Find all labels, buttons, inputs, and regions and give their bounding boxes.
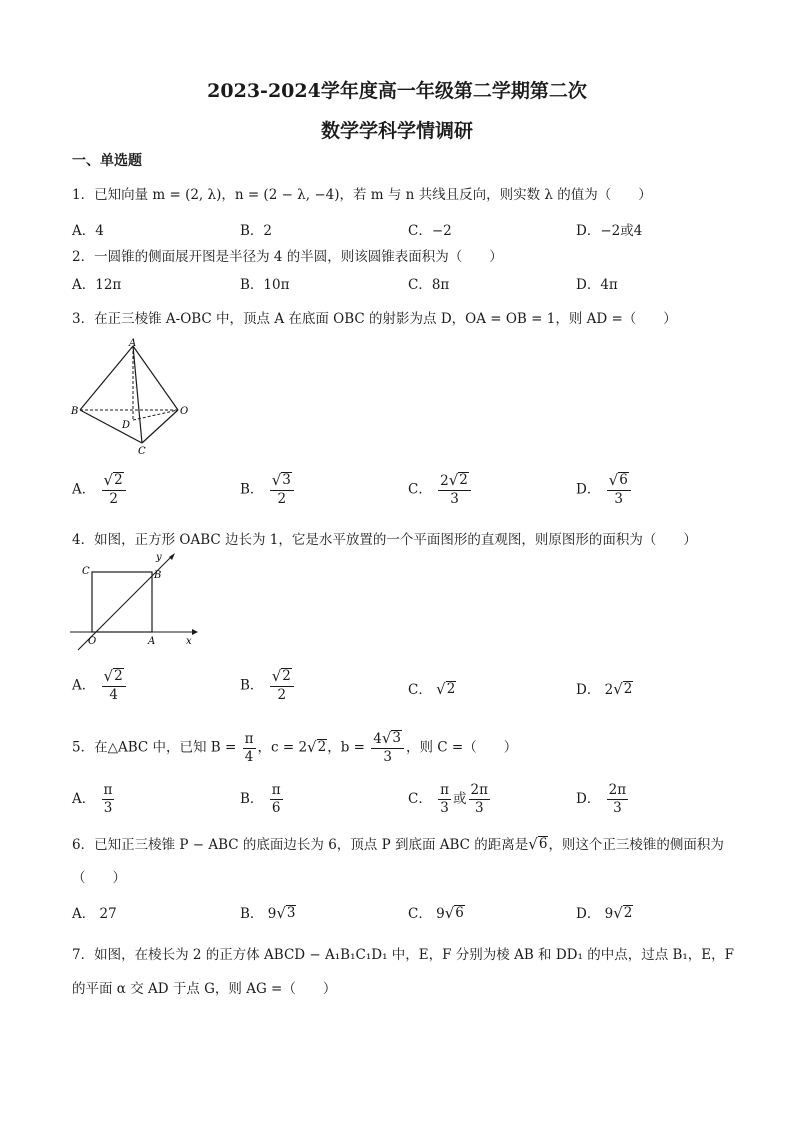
- q3-option-d-denominator: 3: [614, 491, 623, 507]
- q5-c-radicand: 2: [317, 738, 327, 755]
- q5-b-denominator: 4: [244, 748, 254, 765]
- q3-option-b-fraction: √ 3 2: [270, 472, 294, 508]
- q5-option-c-denominator-1: 3: [440, 800, 449, 816]
- q2-option-d: D．4π: [576, 277, 618, 293]
- q6-option-d-letter: D．: [576, 906, 601, 922]
- q5-b-denominator-value: 3: [383, 749, 392, 765]
- q4-option-a: [72, 668, 128, 704]
- question-6-line-2: （ ）: [72, 870, 126, 886]
- q5-option-a-fraction: [102, 782, 115, 817]
- question-7-line-1: 7．如图，在棱长为 2 的正方体 ABCD − A₁B₁C₁D₁ 中，E，F 分别为棱 AB 和 DD₁ 的中点，过点 B₁，E，F: [72, 947, 735, 963]
- q5-option-a-letter: A．: [72, 791, 96, 807]
- q6-option-d: D． 9 √ 2: [576, 904, 633, 922]
- q4-label-y: y: [156, 552, 162, 563]
- q4-option-b-radicand: 2: [282, 668, 291, 684]
- q3-option-c-denominator: 3: [450, 491, 459, 507]
- question-1-text: 1．已知向量 m = (2, λ)，n = (2 − λ, −4)，若 m 与 n 共线且反向，则实数 λ 的值为（ ）: [72, 187, 652, 203]
- q3-option-b-letter: B．: [240, 481, 264, 498]
- q5-b-numerator: π: [244, 730, 254, 747]
- q4-label-b: B: [154, 570, 162, 581]
- q5-option-d-numerator: 2π: [608, 782, 627, 798]
- q4-option-b-letter: B．: [240, 677, 264, 694]
- q4-option-b: [240, 668, 296, 704]
- q3-option-a-radicand: 2: [114, 472, 123, 488]
- q5-option-d-fraction: [607, 782, 628, 817]
- q5-option-c-or: 或: [453, 791, 467, 807]
- q3-option-a-denominator: 2: [109, 491, 118, 507]
- q3-option-c: [408, 472, 473, 508]
- q3-pyramid-figure: [66, 338, 196, 458]
- question-6-line-1: 6．已知正三棱锥 P − ABC 的底面边长为 6，顶点 P 到底面 ABC 的距离是 √ 6 ，则这个正三棱锥的侧面积为: [72, 835, 724, 853]
- q4-label-o: O: [88, 636, 97, 647]
- q4-option-d-coef: 2: [604, 682, 614, 698]
- q4-label-x: x: [186, 636, 192, 647]
- q6-line1-radicand: 6: [538, 836, 548, 852]
- q3-option-d-fraction: √ 6 3: [607, 472, 631, 508]
- title-line-2: 数学学科学情调研: [320, 120, 473, 142]
- q3-label-o: O: [180, 406, 189, 417]
- q5-option-c-numerator-1: π: [440, 782, 450, 798]
- q2-option-a: A．12π: [72, 277, 122, 293]
- question-7-line-2: 的平面 α 交 AD 于点 G，则 AG =（ ）: [72, 981, 337, 997]
- title-line-1: 2023-2024学年度高一年级第二学期第二次: [207, 80, 587, 102]
- q2-option-b: B．10π: [240, 277, 290, 293]
- q3-option-b: [240, 472, 296, 508]
- q5-b-num-radicand: 3: [392, 730, 401, 746]
- q5-option-c: [408, 782, 492, 817]
- q5-option-b: [240, 782, 285, 817]
- q4-option-c: C． √ 2: [408, 680, 456, 698]
- q4-option-c-letter: C．: [408, 682, 432, 698]
- q5-option-c-fraction-1: [438, 782, 451, 817]
- q4-option-b-denominator: 2: [277, 687, 287, 703]
- q5-suffix: ，则 C =（ ）: [406, 739, 518, 756]
- q4-option-c-radicand: 2: [446, 681, 456, 697]
- q4-option-a-radicand: 2: [114, 668, 123, 684]
- q4-square-figure: [66, 550, 201, 655]
- q5-option-d: [576, 782, 630, 817]
- q3-option-d-letter: D．: [576, 481, 601, 498]
- q3-option-d-radicand: 6: [619, 472, 628, 488]
- q5-b-fraction: [243, 731, 256, 766]
- q3-option-b-denominator: 2: [277, 491, 287, 507]
- q6-option-c-radicand: 6: [455, 905, 464, 921]
- q6-option-c-coef: 9: [436, 906, 445, 922]
- q6-option-c: C． 9 √ 6: [408, 904, 464, 922]
- q6-option-d-coef: 9: [604, 906, 614, 922]
- q3-option-d: [576, 472, 633, 508]
- q6-option-c-letter: C．: [408, 906, 432, 922]
- q6-option-b: B． 9 √ 3: [240, 904, 296, 922]
- q5-option-c-denominator-2: 3: [474, 800, 484, 816]
- q3-option-a-letter: A．: [72, 481, 96, 498]
- q3-option-c-radicand: 2: [459, 472, 468, 488]
- q3-option-b-radicand: 3: [282, 472, 291, 488]
- q5-option-b-denominator: 6: [271, 800, 281, 816]
- question-3-text: 3．在正三棱锥 A-OBC 中，顶点 A 在底面 OBC 的射影为点 D，OA = OB = 1，则 AD =（ ）: [72, 311, 677, 327]
- q5-c-part: ，c = 2: [257, 739, 308, 756]
- q5-option-a: [72, 782, 116, 817]
- q6-line1-suffix: ，则这个正三棱锥的侧面积为: [548, 837, 724, 853]
- q4-label-a: A: [148, 636, 156, 647]
- q4-option-d-letter: D．: [576, 682, 601, 698]
- q5-option-c-numerator-2: 2π: [470, 782, 488, 798]
- q6-option-d-radicand: 2: [623, 905, 633, 921]
- q6-option-b-radicand: 3: [286, 905, 296, 921]
- q1-option-d: D．−2或4: [576, 223, 643, 239]
- q4-label-c: C: [82, 566, 90, 577]
- q5-prefix: 5．在△ABC 中，已知 B =: [72, 739, 237, 756]
- q5-option-c-fraction-2: [469, 782, 490, 817]
- q6-line1-prefix: 6．已知正三棱锥 P − ABC 的底面边长为 6，顶点 P 到底面 ABC 的距离是: [72, 837, 529, 853]
- q1-option-c: C．−2: [408, 223, 452, 239]
- q5-option-b-fraction: [270, 782, 283, 817]
- q6-option-a-letter: A．: [72, 906, 96, 922]
- q5-option-c-letter: C．: [408, 791, 432, 807]
- q5-option-a-numerator: π: [103, 782, 113, 798]
- q3-label-c: C: [138, 446, 146, 457]
- q3-option-c-fraction: 2 √ 2 3: [438, 472, 471, 508]
- q3-option-c-letter: C．: [408, 481, 432, 498]
- section-heading: 一、单选题: [72, 153, 142, 169]
- question-5-text: 5．在△ABC 中，已知 B = $\frac{\pi}{4}$ ，c = 2 √ 2 ，b = 4 √ 3 3 ，则 C =（ ）: [72, 729, 518, 765]
- q3-option-a-fraction: √ 2 2: [102, 472, 126, 508]
- q6-option-a: [72, 902, 117, 922]
- q4-option-b-fraction: √ 2 2: [270, 668, 294, 704]
- q5-option-d-letter: D．: [576, 791, 601, 807]
- q5-option-d-denominator: 3: [613, 800, 622, 816]
- question-2-text: 2．一圆锥的侧面展开图是半径为 4 的半圆，则该圆锥表面积为（ ）: [72, 249, 503, 265]
- q1-option-b: B．2: [240, 223, 273, 239]
- q4-option-a-letter: A．: [72, 677, 96, 694]
- q6-option-b-letter: B．: [240, 906, 264, 922]
- q4-option-a-denominator: 4: [109, 687, 118, 703]
- q3-label-d: D: [122, 420, 131, 431]
- q6-option-b-coef: 9: [267, 906, 277, 922]
- q3-label-b: B: [71, 406, 79, 417]
- q4-option-d: D． 2 √ 2: [576, 680, 633, 698]
- q5-b-part: ，b =: [327, 739, 365, 756]
- question-4-text: 4．如图，正方形 OABC 边长为 1，它是水平放置的一个平面图形的直观图，则原图形的面积为（ ）: [72, 532, 697, 548]
- q5-option-b-numerator: π: [271, 782, 281, 798]
- q3-option-a: [72, 472, 128, 508]
- q2-option-c: C．8π: [408, 277, 450, 293]
- q3-label-a: A: [129, 338, 137, 349]
- q5-b-num-coef: 4: [373, 731, 382, 747]
- q3-option-c-coef: 2: [440, 473, 449, 489]
- q4-option-d-radicand: 2: [623, 681, 633, 697]
- q4-option-a-fraction: √ 2 4: [102, 668, 126, 704]
- q5-option-b-letter: B．: [240, 791, 264, 807]
- q5-option-a-denominator: 3: [103, 800, 113, 816]
- q5-b-value-fraction: 4 √ 3 3: [371, 730, 404, 766]
- q1-option-a: A．4: [72, 223, 104, 239]
- q6-option-a-value: 27: [99, 906, 117, 922]
